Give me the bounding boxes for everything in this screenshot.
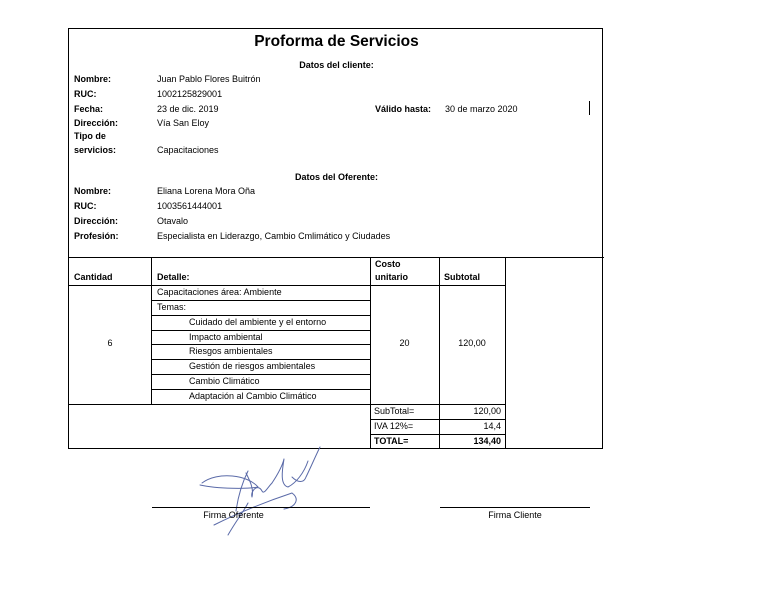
total-label: TOTAL= <box>374 436 409 446</box>
detail-row-rule <box>151 359 370 360</box>
service-type-label-1: Tipo de <box>74 131 106 141</box>
line-subtotal-cell: 120,00 <box>458 338 486 348</box>
body-bottom-rule <box>69 404 505 405</box>
service-type-label-2: servicios: <box>74 145 117 155</box>
client-address: Vía San Eloy <box>157 118 210 128</box>
client-name-label: Nombre: <box>74 74 112 84</box>
provider-name-label: Nombre: <box>74 186 112 196</box>
provider-ruc: 1003561444001 <box>157 201 223 211</box>
client-name: Juan Pablo Flores Buitrón <box>157 74 261 84</box>
detail-row: Impacto ambiental <box>189 332 263 342</box>
iva-label: IVA 12%= <box>374 421 414 431</box>
client-ruc: 1002125829001 <box>157 89 223 99</box>
quantity-cell: 6 <box>107 338 113 348</box>
detail-row-rule <box>151 300 370 301</box>
subtotal-value: 120,00 <box>473 406 501 416</box>
totals-rule <box>370 419 505 420</box>
detail-row-rule <box>151 374 370 375</box>
text-cursor <box>589 101 590 115</box>
provider-signature-image <box>188 437 328 537</box>
client-signature-line <box>440 507 590 508</box>
service-type-value: Capacitaciones <box>157 145 219 155</box>
detail-row: Cuidado del ambiente y el entorno <box>189 317 327 327</box>
col-rule-subtotal <box>505 257 506 449</box>
header-quantity: Cantidad <box>74 272 113 282</box>
client-section-title: Datos del cliente: <box>299 60 374 70</box>
total-value: 134,40 <box>473 436 501 446</box>
table-top-rule <box>69 257 604 258</box>
detail-row: Riesgos ambientales <box>189 346 273 356</box>
unit-cost-cell: 20 <box>399 338 410 348</box>
provider-name: Eliana Lorena Mora Oña <box>157 186 256 196</box>
document-title: Proforma de Servicios <box>254 33 419 50</box>
valid-until-label: Válido hasta: <box>375 104 432 114</box>
provider-ruc-label: RUC: <box>74 201 97 211</box>
provider-signature-line <box>152 507 370 508</box>
header-rule-right <box>439 257 505 258</box>
provider-address-label: Dirección: <box>74 216 119 226</box>
subtotal-label: SubTotal= <box>374 406 415 416</box>
detail-row: Gestión de riesgos ambientales <box>189 361 316 371</box>
date-label: Fecha: <box>74 104 104 114</box>
detail-row-rule <box>151 315 370 316</box>
totals-bottom-rule <box>370 448 505 449</box>
detail-row-rule <box>151 344 370 345</box>
client-signature-label: Firma Cliente <box>488 510 542 520</box>
detail-row: Temas: <box>157 302 187 312</box>
provider-signature-label: Firma Oferente <box>203 510 264 520</box>
valid-until-value: 30 de marzo 2020 <box>445 104 518 114</box>
iva-value: 14,4 <box>483 421 501 431</box>
detail-row: Cambio Climático <box>189 376 260 386</box>
profession-label: Profesión: <box>74 231 119 241</box>
profession-value: Especialista en Liderazgo, Cambio Cmlimático y Ciudades <box>157 231 391 241</box>
col-rule-detail <box>370 257 371 449</box>
date-value: 23 de dic. 2019 <box>157 104 219 114</box>
detail-row: Adaptación al Cambio Climático <box>189 391 317 401</box>
detail-row-rule <box>151 389 370 390</box>
totals-rule <box>370 434 505 435</box>
header-subtotal: Subtotal <box>444 272 480 282</box>
client-address-label: Dirección: <box>74 118 119 128</box>
provider-address: Otavalo <box>157 216 189 226</box>
col-rule-cost <box>439 257 440 449</box>
header-detail: Detalle: <box>157 272 190 282</box>
provider-section-title: Datos del Oferente: <box>294 172 379 182</box>
proforma-sheet <box>68 28 603 449</box>
detail-row-rule <box>151 330 370 331</box>
client-ruc-label: RUC: <box>74 89 97 99</box>
header-unit-cost-1: Costo <box>375 259 401 269</box>
detail-row: Capacitaciones área: Ambiente <box>157 287 282 297</box>
header-unit-cost-2: unitario <box>375 272 408 282</box>
